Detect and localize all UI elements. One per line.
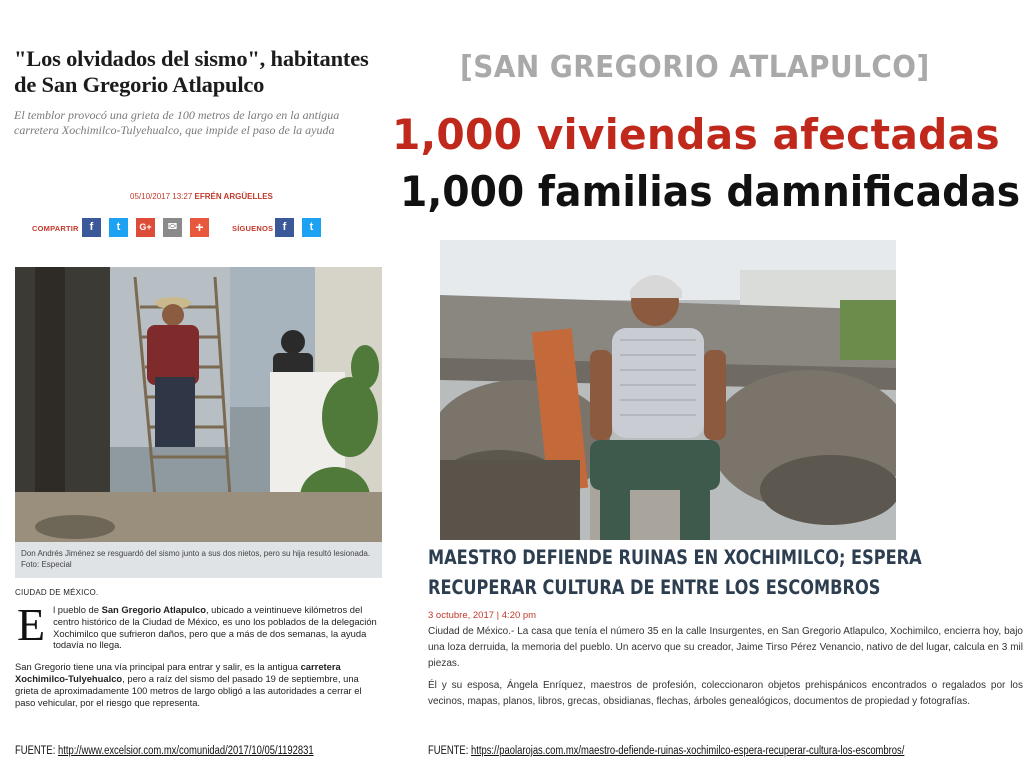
- article-author: EFRÉN ARGÜELLES: [194, 192, 273, 201]
- follow-label: SÍGUENOS: [232, 224, 274, 233]
- more-share-icon[interactable]: +: [190, 218, 209, 237]
- article-body: [15, 599, 379, 716]
- right-article-title: MAESTRO DEFIENDE RUINAS EN XOCHIMILCO; ESPERA RECUPERAR CULTURA DE ENTRE LOS ESCOMBROS: [428, 546, 922, 599]
- source-label: FUENTE:: [428, 745, 471, 757]
- photo-caption: Don Andrés Jiménez se resguardó del sismo junto a sus dos nietos, pero su hija resultó lesionada. Foto: Especial: [15, 542, 382, 578]
- article-paragraph: Ciudad de México.- La casa que tenía el número 35 en la calle Insurgentes, en San Gregorio Atlapulco, Xochimilco, encierra hoy, bajo una loza derruida, la memoria del pueblo. Un acervo que su creador, Jaime Tirso Pérez Venancio, nativo de del lugar, calcula en 3 mil piezas.: [428, 626, 1023, 669]
- article-title: "Los olvidados del sismo", habitantes de San Gregorio Atlapulco: [14, 46, 369, 97]
- facebook-follow-icon[interactable]: f: [275, 218, 294, 237]
- paragraph-text: , ubicado a veintinueve kilómetros del centro histórico de la Ciudad de México, es uno los poblados de la delegación Xochimilco que sufrieron daños, pero que a más de dos semanas, la ayuda todavía no llega.: [53, 604, 377, 651]
- facebook-share-icon[interactable]: f: [82, 218, 101, 237]
- article-paragraph: [15, 659, 379, 708]
- source-label: FUENTE:: [15, 745, 58, 757]
- twitter-share-icon[interactable]: t: [109, 218, 128, 237]
- families-affected-stat: 1,000 familias damnificadas: [400, 167, 1021, 216]
- share-label: COMPARTIR: [32, 224, 79, 233]
- left-source-link[interactable]: http://www.excelsior.com.mx/comunidad/2017/10/05/1192831: [57, 745, 314, 757]
- paragraph-text: , pero a raíz del sismo del pasado 19 de septiembre, una grieta de aproximadamente 100 metros de largo obligó a las autoridades a cerrar el paso vehicular, por el riesgo que representa.: [15, 672, 362, 708]
- paragraph-text: San Gregorio tiene una vía principal para entrar y salir, es la antigua: [15, 661, 301, 673]
- paragraph-bold-text: San Gregorio Atlapulco: [101, 604, 206, 615]
- article-meta: [130, 192, 273, 201]
- right-article-body: [428, 624, 1023, 717]
- paragraph-text: l pueblo de: [53, 604, 102, 615]
- google-plus-share-icon[interactable]: G+: [136, 218, 155, 237]
- right-source-link[interactable]: https://paolarojas.com.mx/maestro-defiende-ruinas-xochimilco-espera-recuperar-cultura-los-escombros/: [470, 745, 905, 757]
- article-paragraph: Él y su esposa, Ángela Enríquez, maestros de profesión, coleccionaron objetos prehispánicos encontrados o regalados por los vecinos, mapas, planos, libros, grecas, obsidianas, flechas, árboles genealógicos, documentos de propiedad y fotografías.: [428, 680, 1023, 708]
- paragraph-bold-text: carretera Xochimilco-Tulyehualco: [15, 661, 341, 684]
- article-subtitle: El temblor provocó una grieta de 100 metros de largo en la antigua carretera Xochimilco-Tulyehualco, que impide el paso de la ayuda: [14, 108, 340, 137]
- left-source-citation: [15, 745, 314, 757]
- article-date: 05/10/2017 13:27: [130, 192, 193, 201]
- article-dateline: CIUDAD DE MÉXICO.: [15, 588, 99, 597]
- right-article-date: 3 octubre, 2017 | 4:20 pm: [428, 610, 537, 621]
- right-source-citation: [428, 745, 904, 757]
- share-bar: [32, 218, 352, 238]
- drop-cap: E: [17, 599, 46, 650]
- excelsior-clipping: [14, 46, 384, 708]
- article-photo-man-on-rubble: [440, 240, 896, 540]
- homes-affected-stat: 1,000 viviendas afectadas: [392, 110, 1000, 159]
- article-paragraph: [15, 599, 379, 651]
- email-share-icon[interactable]: ✉: [163, 218, 182, 237]
- location-heading: [SAN GREGORIO ATLAPULCO]: [460, 50, 930, 85]
- twitter-follow-icon[interactable]: t: [302, 218, 321, 237]
- article-photo-elderly-man-on-stairs: [15, 267, 382, 542]
